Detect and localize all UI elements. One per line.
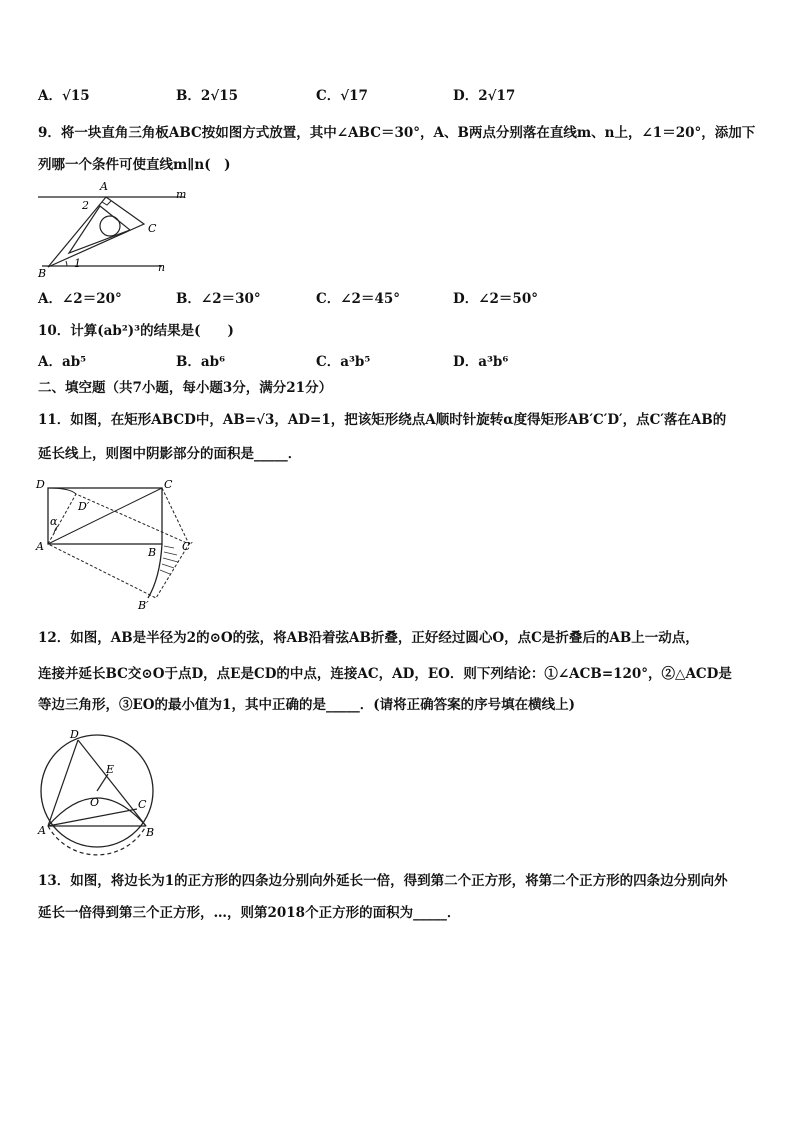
option-text: ab⁵ [61, 354, 87, 370]
option-letter: D． [453, 354, 479, 370]
label-c: C [138, 798, 147, 811]
q9-stem-line1: 9．将一块直角三角板ABC按如图方式放置，其中∠ABC＝30°，A、B两点分别落在直线m、n上，∠1＝20°，添加下 [38, 125, 756, 141]
option-letter: D． [453, 291, 479, 307]
q8-option-b [176, 90, 238, 104]
segment-ac [48, 809, 137, 826]
label-m: m [176, 188, 187, 201]
label-2: 2 [82, 199, 89, 212]
option-text: ab⁶ [200, 354, 226, 370]
label-d: D [36, 478, 45, 491]
label-a: A [100, 180, 108, 193]
q9-option-c [316, 293, 400, 307]
option-letter: C． [316, 354, 341, 370]
segment-ad [48, 740, 78, 826]
triangle-inner [69, 206, 130, 253]
label-c: C [148, 222, 157, 235]
q13-stem-line1: 13．如图，将边长为1的正方形的四条边分别向外延长一倍，得到第二个正方形，将第二个正方形的四条边分别向外 [38, 873, 728, 889]
label-b: B [38, 267, 47, 280]
q13-stem-line2: 延长一倍得到第三个正方形，…，则第2018个正方形的面积为_____． [38, 905, 461, 921]
triangle-hole-circle [100, 216, 120, 236]
q8-option-a [38, 90, 90, 104]
section-heading: 二、填空题（共7小题，每小题3分，满分21分） [38, 380, 333, 396]
q10-stem: 10．计算(ab²)³的结果是( ) [38, 323, 234, 339]
label-n: n [158, 261, 166, 274]
dashed-cc [162, 488, 189, 544]
option-text: 2√17 [478, 88, 516, 104]
q11-stem-line1: 11．如图，在矩形ABCD中，AB=√3，AD=1，把该矩形绕点A顺时针旋转α度得矩形AB′C′D′，点C′落在AB的 [38, 412, 727, 428]
q8-option-d [453, 90, 515, 104]
q9-option-d [453, 293, 538, 307]
label-a: A [36, 540, 44, 553]
label-o: O [90, 796, 100, 809]
q10-option-d [453, 356, 508, 370]
option-text: 2√15 [200, 88, 238, 104]
q10-option-b [176, 356, 225, 370]
option-letter: D． [453, 88, 479, 104]
option-letter: A． [38, 88, 62, 104]
label-b: B [146, 826, 155, 839]
option-text: ∠2＝50° [478, 291, 538, 307]
label-a: A [38, 824, 46, 837]
option-text: ∠2＝45° [340, 291, 400, 307]
label-d: D [70, 728, 79, 741]
label-c: C [164, 478, 173, 491]
label-b-prime: B′ [138, 599, 149, 612]
label-d-prime: D′ [78, 500, 90, 513]
q8-option-c [316, 90, 368, 104]
option-text: √15 [61, 88, 90, 104]
arc-d [48, 488, 76, 494]
label-alpha: α [50, 515, 58, 528]
segment-eo [97, 774, 108, 791]
q12-stem-line3: 等边三角形，③EO的最小值为1，其中正确的是_____．(请将正确答案的序号填在横线上) [38, 697, 575, 713]
segment-db [78, 740, 146, 826]
q9-stem-line2: 列哪一个条件可使直线m∥n( ) [38, 157, 231, 173]
q12-stem-line1: 12．如图，AB是半径为2的⊙O的弦，将AB沿着弦AB折叠，正好经过圆心O，点C是折叠后的AB上一动点， [38, 630, 699, 646]
option-letter: A． [38, 291, 62, 307]
option-letter: A． [38, 354, 62, 370]
option-text: a³b⁶ [478, 354, 509, 370]
option-text: ∠2＝30° [200, 291, 261, 307]
q11-stem-line2: 延长线上，则图中阴影部分的面积是_____． [38, 446, 302, 462]
q10-option-c [316, 356, 370, 370]
option-letter: C． [316, 291, 341, 307]
q9-option-a [38, 293, 122, 307]
triangle-abc [48, 197, 144, 267]
option-letter: B． [176, 354, 201, 370]
shaded-region [160, 546, 178, 574]
option-text: ∠2＝20° [61, 291, 122, 307]
option-text: √17 [340, 88, 368, 104]
q9-option-b [176, 293, 261, 307]
dashed-arc-ab [48, 826, 146, 855]
label-c-prime: C′ [182, 540, 193, 553]
q12-figure [34, 724, 166, 858]
diagonal-ac [48, 488, 162, 544]
q9-figure [36, 180, 196, 282]
option-text: a³b⁵ [340, 354, 371, 370]
label-e: E [106, 763, 115, 776]
angle-1-arc [66, 261, 67, 266]
option-letter: B． [176, 88, 201, 104]
option-letter: C． [316, 88, 341, 104]
label-1: 1 [74, 257, 81, 270]
q11-figure [34, 474, 204, 614]
q12-stem-line2: 连接并延长BC交⊙O于点D，点E是CD的中点，连接AC，AD，EO．则下列结论：①∠ACB=120°，②△ACD是 [38, 666, 732, 682]
right-angle-mark [102, 201, 111, 205]
option-letter: B． [176, 291, 201, 307]
label-b: B [148, 546, 157, 559]
q10-option-a [38, 356, 86, 370]
